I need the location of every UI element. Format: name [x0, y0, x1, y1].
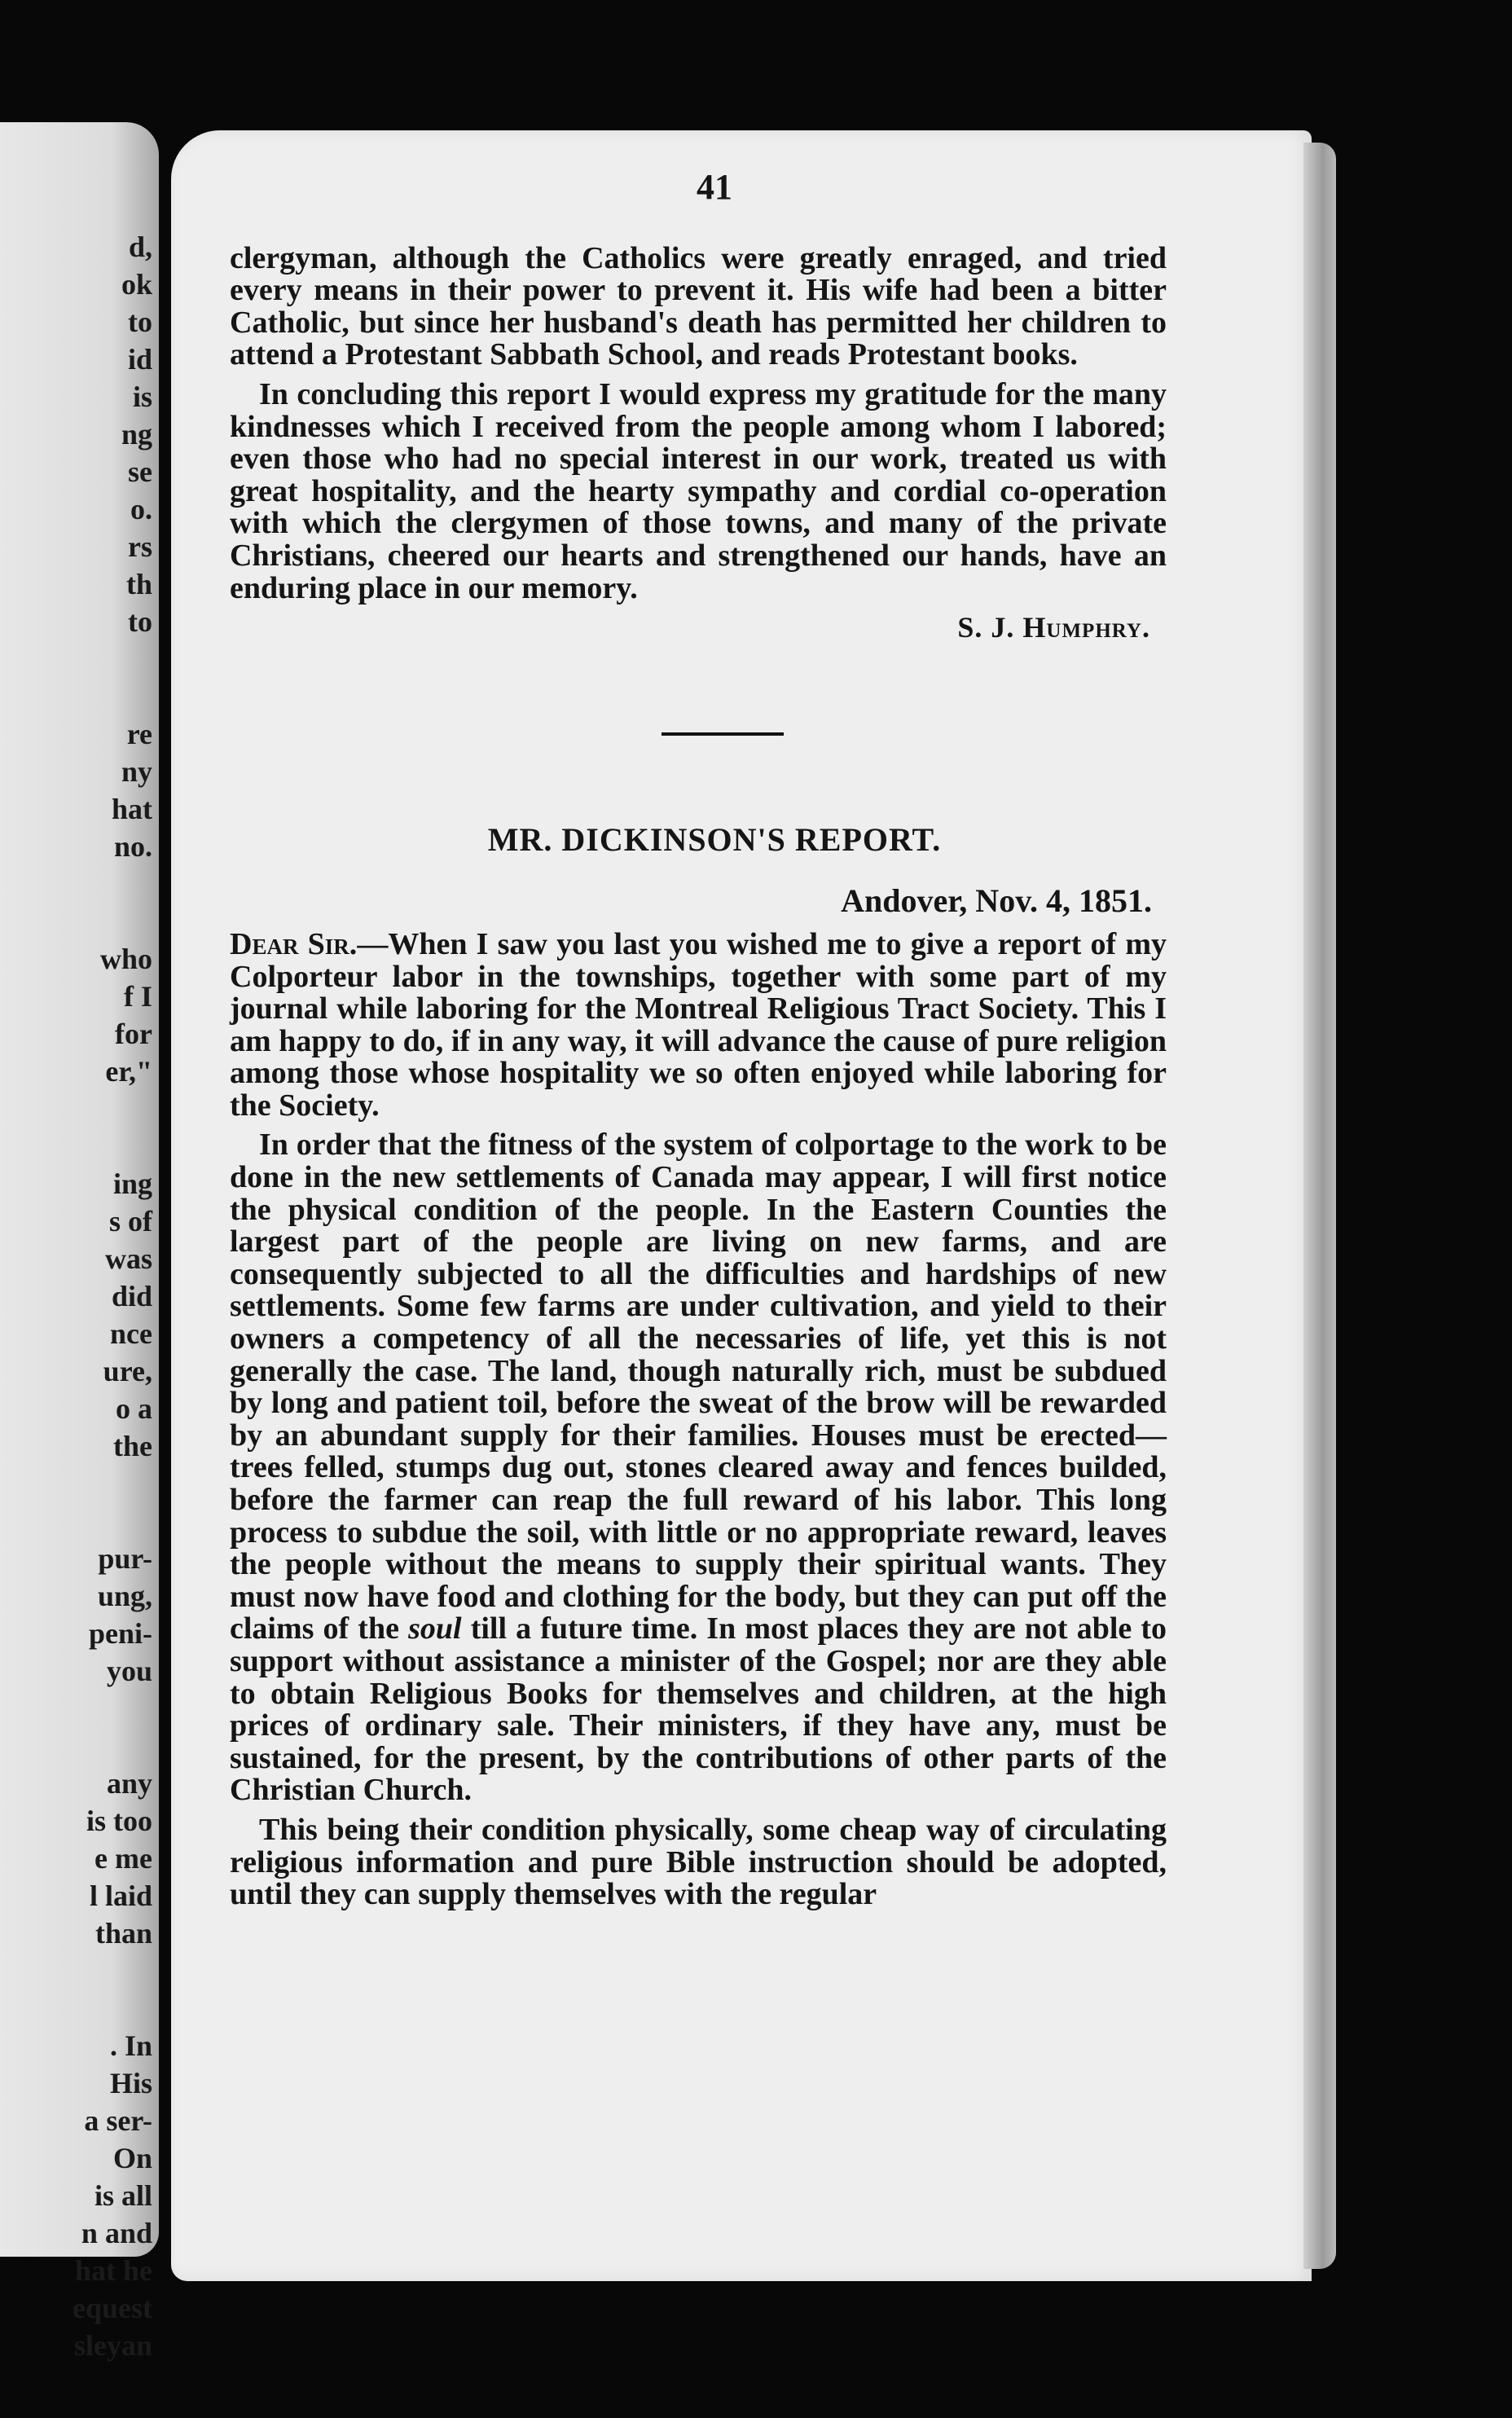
left-page-fragment: ing [112, 1167, 152, 1200]
left-page-fragment: n and [81, 2217, 152, 2249]
left-page-fragment [6, 1690, 152, 1727]
left-page-fragment [6, 1465, 152, 1502]
paragraph-condition: This being their condition physically, some cheap way of circulating religious information and pure Bible instruction should be adopted, until they can supply themselves with the regular [230, 1812, 1167, 1912]
left-page-fragment: you [106, 1655, 152, 1687]
left-page-fragment: no. [113, 830, 152, 863]
left-page-fragment: pur- [98, 1542, 152, 1575]
left-page-fragment: f I [124, 980, 152, 1013]
left-page-fragment: On [112, 2142, 152, 2174]
left-page-fragment: l laid [89, 1879, 152, 1912]
left-page-fragment: is too [86, 1805, 152, 1837]
left-page-fragment: is [132, 380, 152, 413]
left-facing-page [0, 122, 159, 2362]
left-page-fragment: who [99, 943, 152, 975]
left-page-fragment [6, 1727, 152, 1765]
left-page-fragment [6, 640, 152, 678]
left-page-fragment: sleyan [73, 2329, 152, 2362]
dateline: Andover, Nov. 4, 1851. [841, 882, 1152, 920]
left-page-fragment: re [126, 718, 152, 750]
left-page-fragment [6, 678, 152, 715]
left-page-text-fragments [6, 228, 152, 2364]
left-page-fragment: to [128, 605, 152, 638]
signature-initials: S. J. [957, 611, 1015, 644]
section-divider [662, 732, 784, 736]
letter-opening-text: —When I saw you last you wished me to give a report of my Colporteur labor in the townships, together with some part of my journal while laboring for the Montreal Religious Tract Society. This I am happy to do, if in any way, it will advance the cause of pure religion among those whose hospitality we so often enjoyed while laboring for the Society. [230, 926, 1167, 1123]
left-page-fragment: se [128, 455, 152, 488]
left-page-fragment: was [104, 1242, 152, 1275]
left-page-fragment: than [94, 1917, 152, 1950]
left-page-fragment: . In [109, 2029, 152, 2062]
left-page-fragment: hat he [74, 2254, 152, 2287]
left-page-fragment [6, 903, 152, 940]
left-page-fragment: ny [121, 755, 152, 788]
left-page-fragment [6, 865, 152, 903]
left-page-fragment: id [127, 343, 152, 376]
left-page-fragment: ure, [103, 1355, 152, 1387]
left-page-fragment: the [113, 1430, 152, 1462]
left-page-fragment [6, 1952, 152, 1989]
left-page-fragment: equest [73, 2292, 152, 2324]
left-page-fragment: ok [121, 268, 152, 301]
left-page-fragment: th [125, 568, 152, 600]
left-page-fragment [6, 1128, 152, 1165]
page-content [230, 167, 1167, 1919]
page-number: 41 [697, 167, 732, 207]
left-page-fragment: is all [94, 2179, 152, 2212]
left-page-fragment: o. [130, 493, 152, 525]
left-page-fragment [6, 1989, 152, 2027]
left-page-fragment: peni- [88, 1617, 152, 1650]
paragraph-fitness-text-a: In order that the fitness of the system of colportage to the work to be done in the new settlements of Canada may appear, I will first notice the physical condition of the people. In the Eastern Counties the largest part of the people are living on new farms, and are consequently subjected to all the difficulties and hardships of new settlements. Some few farms are under cultivation, and yield to their owners a competency of all the necessaries of life, yet this is not generally the case. The land, though naturally rich, must be subdued by long and patient toil, before the sweat of the brow will be rewarded by an abundant supply for their families. Houses must be erected—trees felled, stumps dug out, stones cleared away and fences builded, before the farmer can reap the full reward of his labor. This long process to subdue the soil, with little or no appropriate reward, leaves the people without the means to supply their spiritual wants. They must now have food and clothing for the body, but they can put off the claims of the [230, 1128, 1167, 1646]
left-page-fragment: er," [105, 1055, 152, 1088]
left-page-fragment: s of [109, 1205, 152, 1238]
left-page-fragment: nce [110, 1317, 152, 1350]
left-page-fragment: His [109, 2067, 152, 2099]
left-page-fragment: e me [94, 1842, 152, 1875]
signature [230, 612, 1150, 644]
left-page-fragment: rs [128, 530, 152, 563]
left-page-fragment: to [128, 306, 152, 338]
salutation: Dear Sir. [230, 926, 358, 961]
paragraph-fitness [230, 1129, 1167, 1806]
left-page-fragment: did [111, 1280, 152, 1312]
signature-surname: Humphry. [1022, 611, 1150, 644]
left-page-fragment: any [106, 1767, 152, 1800]
left-page-fragment: for [115, 1018, 152, 1050]
left-page-fragment [6, 1090, 152, 1128]
paragraph-concluding: In concluding this report I would express my gratitude for the many kindnesses which I received from the people among whom I labored; even those who had no special interest in our work, treated us with great hospitality, and the hearty sympathy and cordial co-operation with which the clergymen of those towns, and many of the private Christians, cheered our hearts and strengthened our hands, have an enduring place in our memory. [230, 376, 1167, 605]
report-heading: MR. DICKINSON'S REPORT. [487, 820, 942, 858]
letter-opening-paragraph [230, 926, 1167, 1123]
left-page-fragment: ung, [97, 1580, 152, 1612]
left-page-fragment: a ser- [84, 2104, 152, 2137]
paragraph-fitness-emphasis: soul [408, 1611, 462, 1646]
left-page-fragment: o a [116, 1392, 152, 1425]
page-edge [1303, 143, 1336, 2269]
paragraph-fitness-text-b: till a future time. In most places they are not able to support without assistance a minister of the Gospel; nor are they able to obtain Religious Books for themselves and children, at the high prices of ordinary sale. Their ministers, if they have any, must be sustained, for the present, by the contributions of other parts of the Christian Church. [230, 1611, 1167, 1808]
left-page-fragment: ng [121, 418, 152, 451]
left-page-fragment: d, [128, 231, 152, 263]
paragraph-continuation: clergyman, although the Catholics were greatly enraged, and tried every means in their power to prevent it. His wife had been a bitter Catholic, but since her husband's death has permitted her children to attend a Protestant Sabbath School, and reads Protestant books. [230, 240, 1167, 372]
left-page-fragment [6, 1502, 152, 1540]
left-page-fragment: hat [111, 793, 152, 825]
